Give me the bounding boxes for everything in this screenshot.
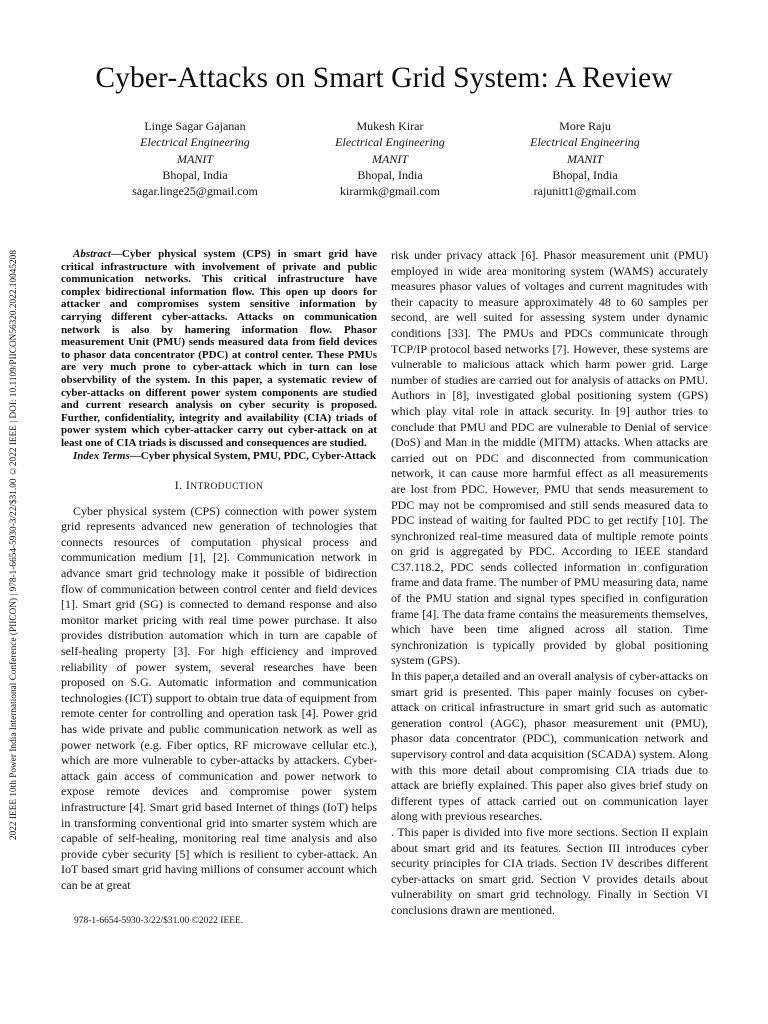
author-name: Mukesh Kirar xyxy=(356,119,424,133)
author-institution: MANIT xyxy=(372,151,408,166)
author-3 xyxy=(488,118,682,199)
left-column xyxy=(61,248,377,894)
intro-paragraph-continued: risk under privacy attack [6]. Phasor measurement unit (PMU) employed in wide area monitoring system (WAMS) accurately measures phasor values of voltages and current magnitudes with their capacity to measure approximately 48 to 60 samples per second, are well suited for assessing system under dynamic conditions [33]. The PMUs and PDCs communicate through TCP/IP protocol based networks [7]. However, these systems are vulnerable to malicious attack which harm power grid. Large number of studies are carried out for analysis of attacks on PMU. Authors in [8], investigated global positioning system (GPS) which play vital role in attack security. In [9] author tries to conclude that PMU and PDC are vulnerable to Denial of service (DoS) and Man in the middle (MITM) attacks. When attacks are carried out on PDC and disconnected from communication network, it can cause more harmful effect as all measurements are lost from PDC. However, PMU that sends measurement to PDC may not be compromised and still sends measured data to PDC instead of waiting for faulted PDC to get rectify [10]. The synchronized real-time measured data of multiple remote points on grid is aggregated by PDC. According to IEEE standard C37.118.2, PDC sends collected information in configuration frame and data frame. The number of PMU measuring data, name of the PMU station and signal types specified in configuration frame [4]. The data frame contains the measurements themselves, which have been time aligned across all station. Time synchronization is typically provided by global positioning system (GPS). xyxy=(391,248,708,668)
paper-scope-paragraph: In this paper,a detailed and an overall analysis of cyber-attacks on smart grid is presented. This paper mainly focuses on cyber-attack on critical infrastructure in smart grid such as automatic generation control (AGC), phasor measurement unit (PMU), phasor data concentrator (PDC), communication network and supervisory control and data acquisition (SCADA) system. Along with this more detail about compromising CIA triads due to attack are briefly explained. This paper also gives brief study on different types of attack carried out on communication layer along with previous researches. xyxy=(391,669,708,824)
author-email: kirarmk@gmail.com xyxy=(339,184,441,199)
author-email: rajunitt1@gmail.com xyxy=(533,184,637,199)
author-2 xyxy=(293,118,487,199)
abstract-text: —Cyber physical system (CPS) in smart grid have critical infrastructure with involvement of private and public communication networks. This critical infrastructure have complex bidirectional information flow. This open up doors for attacker and compromises system sensitive information by carrying different cyber-attacks. Attacks on communication network is also by hamering information flow. Phasor measurement Unit (PMU) sends measured data from field devices to phasor data concentrator (PDC) at control center. These PMUs are very much prone to cyber-attack which in turn can lose observbility of the system. In this paper, a systematic review of cyber-attacks on different power system components are studied and current research analysis on cyber security is proposed. Further, confidentiality, integrity and availability (CIA) triads of power system which cyber-attacker carry out cyber-attack on at least one of CIA triads is discussed and consequences are studied. xyxy=(61,248,377,449)
author-department: Electrical Engineering xyxy=(140,135,250,150)
section-heading-introduction: I. INTRODUCTION xyxy=(174,478,264,493)
author-name: More Raju xyxy=(559,119,611,133)
abstract xyxy=(61,248,377,450)
author-department: Electrical Engineering xyxy=(530,135,640,150)
author-department: Electrical Engineering xyxy=(335,135,445,150)
right-column xyxy=(391,248,708,919)
intro-paragraph: Cyber physical system (CPS) connection with power system grid represents advanced new generation of technologies that connects resources of computation physical process and communication medium [1], [2]. Communication network in advance smart grid technology make it possible of bidirection flow of communication between control center and field devices [1]. Smart grid (SG) is connected to demand response and also monitor market pricing with real time power purchase. It also provides distribution automation which in turn are capable of self-healing property [3]. For high efficiency and improved reliability of power system, several researches have been proposed on S.G. Automatic information and communication technologies (ICT) support to obtain true data of equipment from remote center for controlling and operation task [4]. Power grid has wide private and public communication network as well as power network (e.g. Fiber optics, RF microwave cellular etc.), which are more vulnerable to cyber-attacks by attackers. Cyber-attack gain access of communication and power network to expose remote devices and compromise power system infrastructure [4]. Smart grid based Internet of things (IoT) helps in transforming conventional grid into smarter system which are capable of self-healing, monitoring real time analysis and also provide cyber security [5] which is resilient to cyber-attack. An IoT based smart grid having millions of consumer account which can be at great xyxy=(61,503,377,892)
paper-title: Cyber-Attacks on Smart Grid System: A Review xyxy=(95,62,673,94)
author-institution: MANIT xyxy=(567,151,603,166)
author-institution: MANIT xyxy=(177,151,213,166)
index-terms-text: —Cyber physical System, PMU, PDC, Cyber-Attack xyxy=(129,449,376,462)
author-email: sagar.linge25@gmail.com xyxy=(132,184,258,199)
conference-doi-side-label: 2022 IEEE 10th Power India International Conference (PIICON) | 978-1-6654-5930-3/22/$31.00 ©2022 IEEE | DOI: 10.1109/PIICON56320.2022.10045208 xyxy=(8,250,18,840)
author-1 xyxy=(98,118,292,199)
author-city: Bhopal, India xyxy=(552,167,618,182)
author-city: Bhopal, India xyxy=(162,167,228,182)
copyright-footnote: 978-1-6654-5930-3/22/$31.00 ©2022 IEEE. xyxy=(74,916,244,926)
paper-organization-paragraph: . This paper is divided into five more sections. Section II explain about smart grid and its features. Section III introduces cyber security principles for CIA triads. Section IV describes different cyber-attacks on smart grid. Section V provides details about vulnerability on smart grid technology. Finally in Section VI conclusions drawn are mentioned. xyxy=(391,824,708,917)
index-terms xyxy=(61,450,377,463)
index-terms-lead: Index Terms xyxy=(73,449,130,462)
author-name: Linge Sagar Gajanan xyxy=(144,119,246,133)
abstract-lead: Abstract xyxy=(73,248,111,260)
author-block xyxy=(98,118,682,199)
author-city: Bhopal, India xyxy=(357,167,423,182)
